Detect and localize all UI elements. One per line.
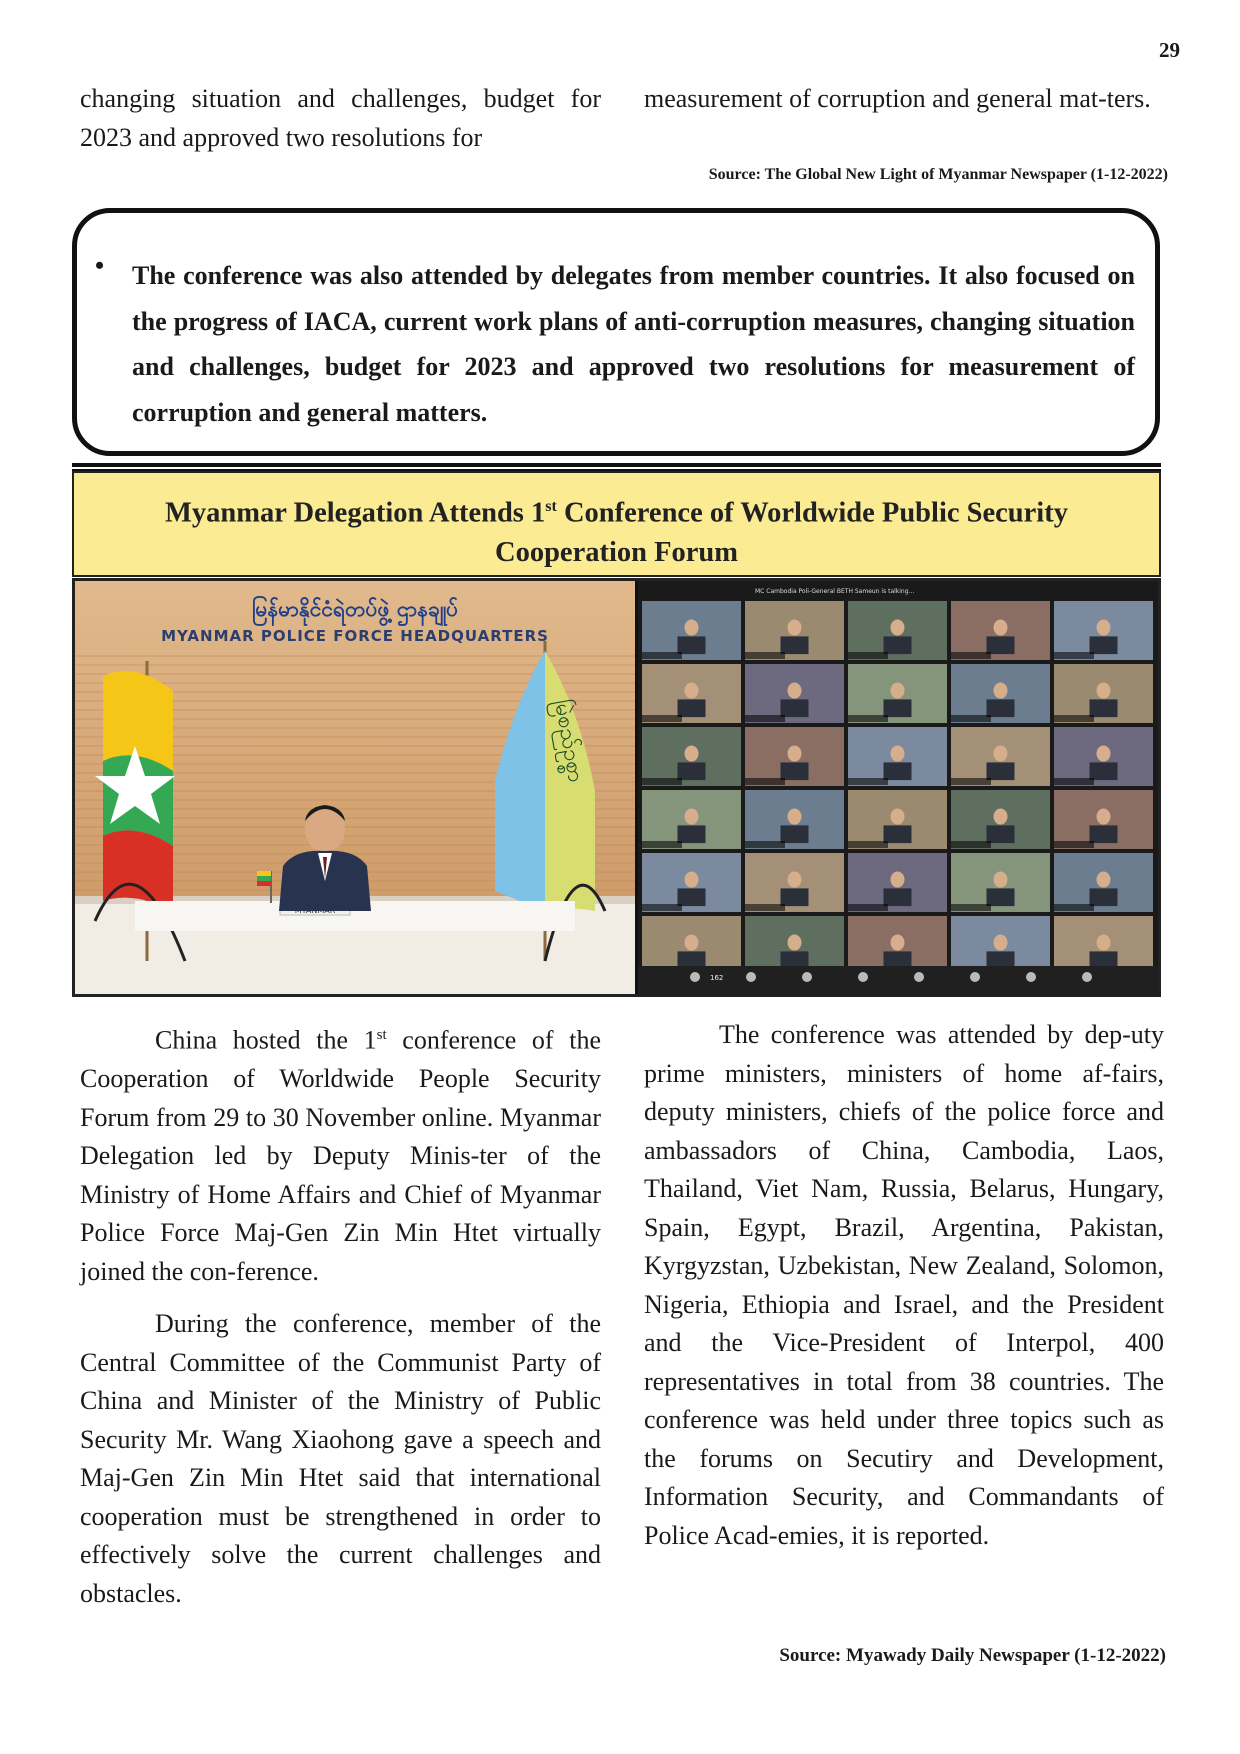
right-paragraph-1: The conference was attended by dep-uty prime ministers, ministers of home af-fairs, deputy ministers, chiefs of the police force and ambassadors of China, Cambodia, Laos, Thailand, Viet Nam, Russia, Belarus, Hungary, Spain, Egypt, Brazil, Argentina, Pakistan, Kyrgyzstan, Uzbekistan, New Zealand, Solomon, Nigeria, Ethiopia and Israel, and the President and the Vice-President of Interpol, 400 representatives in total from 38 countries. The conference was held under three topics such as the forums on Secutiry and Development, Information Security, and Commandants of Police Acad-emies, it is reported. xyxy=(644,1020,1164,1550)
hq-sign-myanmar: မြန်မာနိုင်ငံရဲတပ်ဖွဲ့ ဌာနချုပ် xyxy=(251,597,459,621)
top-right-text: measurement of corruption and general mat-ters. xyxy=(644,84,1151,113)
toolbar-icon xyxy=(746,972,756,982)
divider-thick xyxy=(72,463,1161,467)
bullet-icon: • xyxy=(95,251,105,280)
hq-room-scene xyxy=(75,581,635,994)
conference-photo xyxy=(72,578,1161,997)
article-title: Myanmar Delegation Attends 1st Conference of Worldwide Public Security Cooperation Forum xyxy=(72,471,1161,577)
highlight-box xyxy=(72,208,1160,456)
left-paragraph-2: During the conference, member of the Central Committee of the Communist Party of China and Minister of the Ministry of Public Security Mr. Wang Xiaohong gave a speech and Maj-Gen Zin Min Htet said that international cooperation must be strengthened in order to effectively solve the current challenges and obstacles. xyxy=(80,1309,601,1608)
page-number: 29 xyxy=(1159,38,1180,62)
highlight-bullet-text: The conference was also attended by delegates from member countries. It also focused on the progress of IACA, current work plans of anti-corruption measures, changing situation and challenges, budget for 2023 and approved two resolutions for measurement of corruption and general matters. xyxy=(132,261,1135,427)
police-flag-text: မြဲစည်ဥစ္စာ xyxy=(549,697,589,785)
toolbar-icon xyxy=(802,972,812,982)
hq-sign-english: MYANMAR POLICE FORCE HEADQUARTERS xyxy=(161,627,549,645)
toolbar-icon xyxy=(970,972,980,982)
toolbar-icon xyxy=(690,972,700,982)
participants-count: 162 xyxy=(710,974,724,982)
video-conference-grid xyxy=(638,581,1158,994)
left-paragraph-1: China hosted the 1st conference of the Cooperation of Worldwide People Security Forum from 29 to 30 November online. Myanmar Delegation led by Deputy Minis-ter of the Ministry of Home Affairs and Chief of Myanmar Police Force Maj-Gen Zin Min Htet virtually joined the con-ference. xyxy=(80,1025,601,1286)
screen-header: MC Cambodia Poli-General BETH Sameun is talking... xyxy=(755,588,915,595)
right-column xyxy=(644,1016,1164,1555)
top-left-text: changing situation and challenges, budget for 2023 and approved two resolutions for xyxy=(80,84,601,152)
toolbar-icon xyxy=(914,972,924,982)
left-column xyxy=(80,1016,601,1613)
bottom-source: Source: Myawady Daily Newspaper (1-12-2022) xyxy=(779,1645,1166,1666)
toolbar-icon xyxy=(858,972,868,982)
top-source: Source: The Global New Light of Myanmar Newspaper (1-12-2022) xyxy=(708,166,1168,183)
toolbar-icon xyxy=(1082,972,1092,982)
toolbar-icon xyxy=(1026,972,1036,982)
